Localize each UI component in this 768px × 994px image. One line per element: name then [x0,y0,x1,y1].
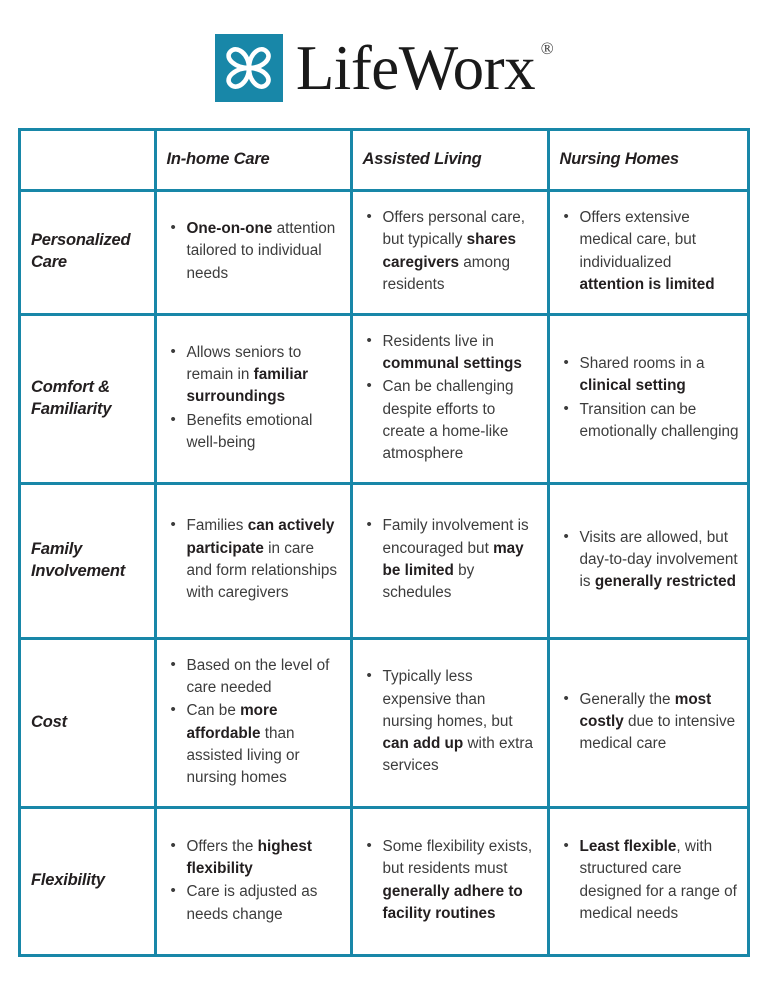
bullet-list [161,342,342,455]
body-text: Typically less expensive than nursing homes, but [382,668,513,730]
body-text: Family involvement is encouraged but [382,517,529,557]
bullet-item [187,881,342,926]
table-row [21,638,747,807]
cell-personalized-care-nursing-homes [548,190,747,314]
emphasis-text: most costly [579,690,712,730]
cell-comfort-familiarity-in-home-care [155,314,351,483]
bullet-item [383,836,539,925]
logo-lockup [215,34,553,102]
body-text: attention tailored to individual needs [186,220,336,282]
cell-flexibility-nursing-homes [548,807,747,954]
body-text: Transition can be emotionally challenging [579,400,739,440]
emphasis-text: may be limited [382,539,524,579]
bullet-item [580,399,740,444]
lifeworx-flower-logo-icon [215,34,283,102]
bullet-item [187,218,342,285]
emphasis-text: shares caregivers [382,231,516,271]
table-row [21,314,747,483]
cell-cost-assisted-living [351,638,548,807]
bullet-item [187,342,342,409]
brand-header [0,0,768,128]
bullet-item [580,527,740,594]
body-text: Generally the [579,690,675,708]
cell-comfort-familiarity-assisted-living [351,314,548,483]
emphasis-text: Least flexible [579,838,677,856]
row-label-cost: Cost [21,638,155,807]
emphasis-text: communal settings [382,354,522,372]
bullet-item [187,700,342,789]
emphasis-text: generally adhere to facility routines [382,882,523,923]
bullet-list [554,836,740,925]
bullet-list [554,207,740,296]
bullet-item [383,515,539,604]
emphasis-text: clinical setting [579,377,686,395]
care-comparison-table [21,131,747,954]
body-text: Offers extensive medical care, but individualized [579,208,696,271]
emphasis-text: attention is limited [579,275,715,293]
bullet-item [187,410,342,455]
column-header-in-home-care: In-home Care [155,131,351,190]
body-text: Benefits emotional well-being [186,411,313,451]
body-text: with extra services [382,735,533,775]
bullet-item [580,836,740,925]
body-text: Can be challenging despite efforts to create a home-like atmosphere [382,378,514,463]
bullet-item [187,655,342,700]
bullet-list [161,515,342,604]
cell-personalized-care-assisted-living [351,190,548,314]
cell-family-involvement-in-home-care [155,483,351,638]
body-text: Offers personal care, but typically [382,208,526,249]
cell-family-involvement-assisted-living [351,483,548,638]
row-label-flexibility: Flexibility [21,807,155,954]
table-corner-cell [21,131,155,190]
bullet-list [357,836,539,925]
body-text: , with structured care designed for a range of medical needs [579,838,737,923]
bullet-item [580,207,740,296]
column-header-assisted-living: Assisted Living [351,131,548,190]
row-label-comfort-familiarity: Comfort & Familiarity [21,314,155,483]
body-text: Offers the [186,837,258,855]
table-row [21,190,747,314]
emphasis-text: highest flexibility [186,837,313,877]
cell-family-involvement-nursing-homes [548,483,747,638]
registered-trademark-icon: ® [540,38,554,58]
bullet-list [161,218,342,285]
body-text: Families [186,517,248,535]
body-text: Shared rooms in a [579,354,705,372]
emphasis-text: can actively participate [186,517,335,557]
body-text: Allows seniors to remain in [186,343,302,383]
emphasis-text: familiar surroundings [186,366,309,406]
bullet-item [383,331,539,376]
cell-cost-in-home-care [155,638,351,807]
body-text: Based on the level of care needed [186,656,330,696]
bullet-list [161,655,342,790]
body-text: Can be [186,702,241,720]
body-text: Some flexibility exists, but residents must [382,838,533,878]
bullet-list [357,331,539,466]
bullet-list [554,527,740,594]
bullet-list [357,666,539,778]
table-row [21,807,747,954]
column-header-nursing-homes: Nursing Homes [548,131,747,190]
cell-flexibility-in-home-care [155,807,351,954]
body-text: Care is adjusted as needs change [186,883,318,923]
brand-name: LifeWorx [295,32,536,103]
bullet-list [161,836,342,926]
bullet-item [383,207,539,296]
body-text: Residents live in [382,332,494,350]
bullet-list [357,515,539,604]
row-label-family-involvement: Family Involvement [21,483,155,638]
body-text: in care and form relationships with caregivers [186,539,337,602]
table-header-row [21,131,747,190]
body-text: by schedules [382,562,475,602]
table-row [21,483,747,638]
brand-wordmark [295,32,554,103]
emphasis-text: can add up [382,735,464,753]
bullet-item [383,666,539,778]
bullet-item [383,376,539,465]
bullet-item [187,836,342,881]
care-comparison-table-container [18,128,750,957]
bullet-list [554,353,740,443]
cell-flexibility-assisted-living [351,807,548,954]
body-text: than assisted living or nursing homes [186,724,300,787]
bullet-list [554,689,740,756]
body-text: Visits are allowed, but day-to-day involvement is [579,528,738,591]
bullet-list [357,207,539,296]
body-text: due to intensive medical care [579,712,736,753]
emphasis-text: One-on-one [186,220,273,237]
body-text: among residents [382,253,511,293]
table-body [21,190,747,954]
cell-cost-nursing-homes [548,638,747,807]
cell-comfort-familiarity-nursing-homes [548,314,747,483]
cell-personalized-care-in-home-care [155,190,351,314]
bullet-item [580,689,740,756]
row-label-personalized-care: Personalized Care [21,190,155,314]
bullet-item [187,515,342,604]
emphasis-text: more affordable [186,702,278,742]
bullet-item [580,353,740,398]
emphasis-text: generally restricted [594,573,736,591]
